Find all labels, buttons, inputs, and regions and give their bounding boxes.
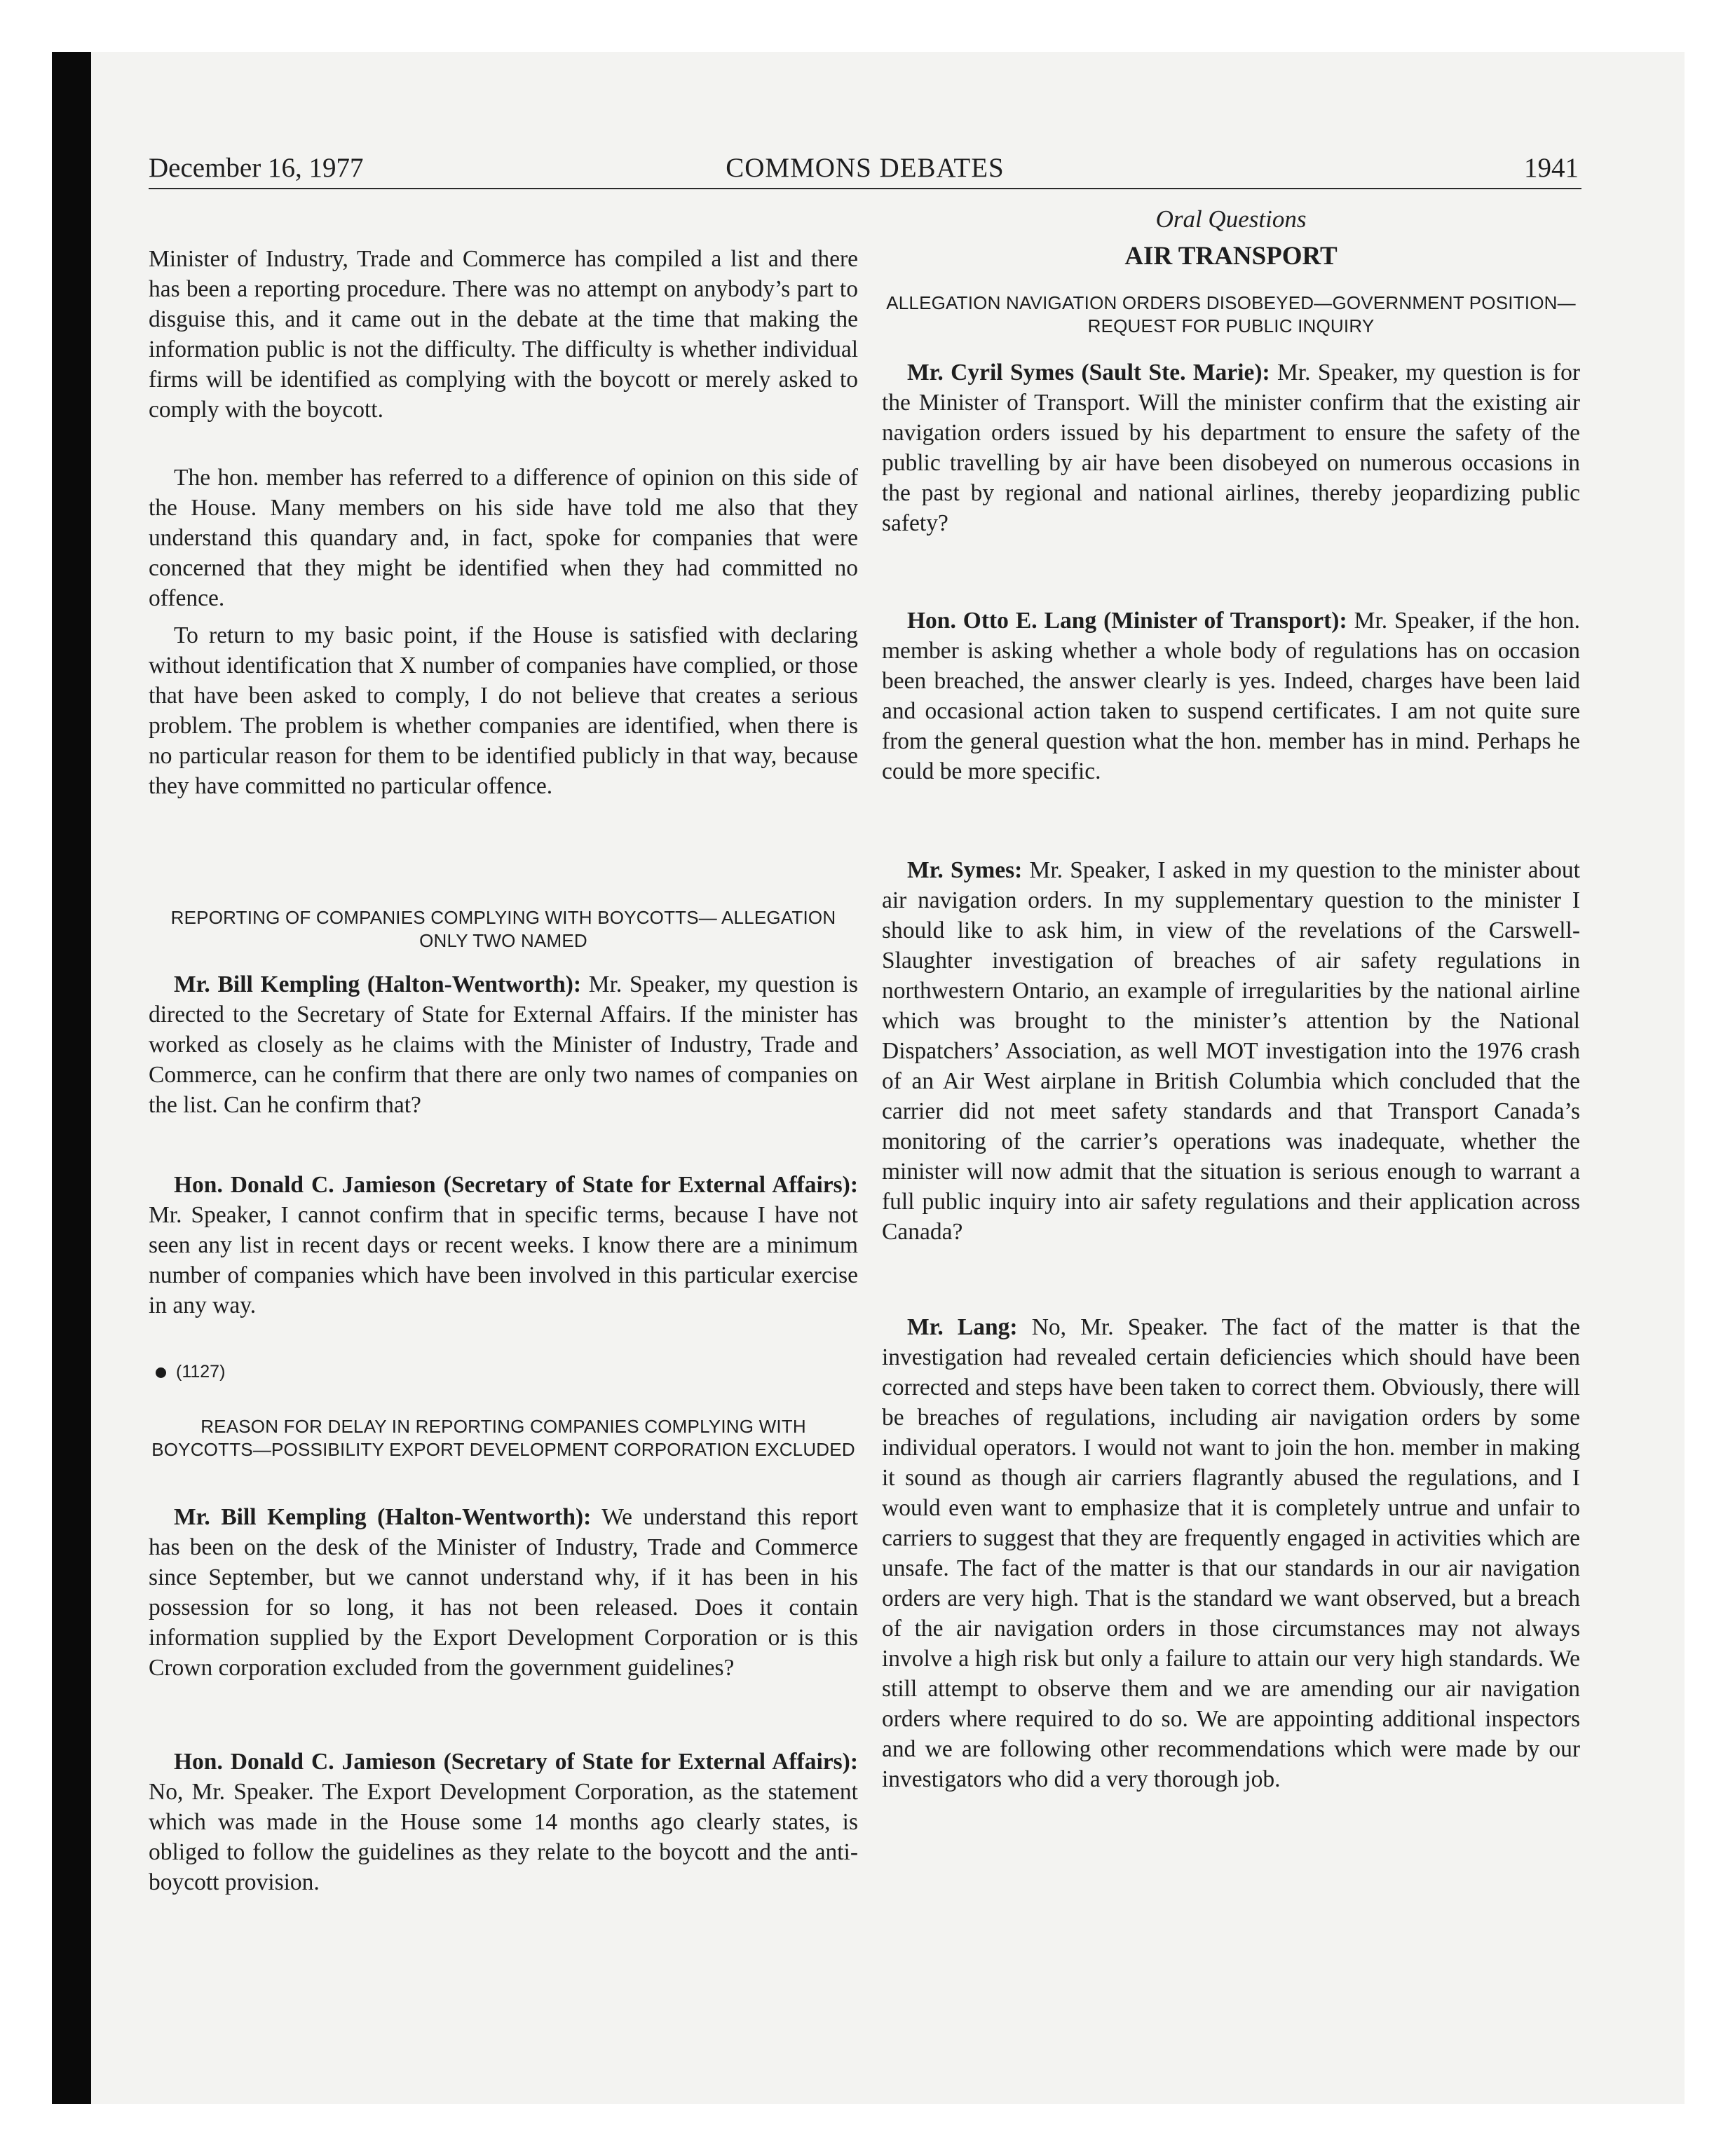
header-date: December 16, 1977 xyxy=(149,153,364,183)
speech xyxy=(882,357,1580,538)
speech xyxy=(882,606,1580,786)
paragraph: Minister of Industry, Trade and Commerce has compiled a list and there has been a reporting procedure. There was no attempt on anybody’s part to disguise this, and it came out in the debate at the time that making the information public is not the difficulty. The difficulty is whether individual firms will be identified as complying with the boycott or merely asked to comply with the boycott. xyxy=(149,246,858,423)
speaker-name: Mr. Cyril Symes (Sault Ste. Marie): xyxy=(907,360,1270,386)
section-heading: AIR TRANSPORT xyxy=(1124,242,1338,271)
speaker-name: Mr. Symes: xyxy=(907,857,1023,883)
speech-text: Mr. Speaker, my question is directed to the Secretary of State for External Affairs. If the minister has worked as closely as he claims with the Minister of Industry, Trade and Commerce, can he confirm that there are only two names of companies on the list. Can he confirm that? xyxy=(149,971,858,1118)
speech-text: No, Mr. Speaker. The Export Development Corporation, as the statement which was made in the House some 14 months ago clearly states, is obliged to follow the guidelines as they relate to the boycott and the anti-boycott provision. xyxy=(149,1779,858,1895)
speaker-name: Hon. Donald C. Jamieson (Secretary of State for External Affairs): xyxy=(174,1749,858,1775)
speech xyxy=(149,1170,858,1321)
speech xyxy=(882,855,1580,1247)
subheading: REASON FOR DELAY IN REPORTING COMPANIES COMPLYING WITH BOYCOTTS—POSSIBILITY EXPORT DEVELOPMENT CORPORATION EXCLUDED xyxy=(151,1416,855,1460)
speech-text: Mr. Speaker, my question is for the Minister of Transport. Will the minister confirm that the existing air navigation orders issued by his department to ensure the safety of the public travelling by air have been disobeyed on numerous occasions in the past by regional and national airlines, thereby jeopardizing public safety? xyxy=(882,360,1580,536)
bullet-icon xyxy=(156,1367,166,1378)
speaker-name: Hon. Donald C. Jamieson (Secretary of State for External Affairs): xyxy=(174,1172,858,1198)
header-page-number: 1941 xyxy=(1524,153,1579,183)
speaker-name: Mr. Lang: xyxy=(907,1314,1018,1340)
speech xyxy=(149,969,858,1120)
speech-text: Mr. Speaker, if the hon. member is asking whether a whole body of regulations has on occasion been breached, the answer clearly is yes. Indeed, charges have been laid and occasional action taken to suspend certificates. I am not quite sure from the general question what the hon. member has in mind. Perhaps he could be more specific. xyxy=(882,608,1580,784)
section-label: Oral Questions xyxy=(1155,205,1307,233)
subheading: ALLEGATION NAVIGATION ORDERS DISOBEYED—GOVERNMENT POSITION—REQUEST FOR PUBLIC INQUIRY xyxy=(886,292,1576,336)
speech-text: No, Mr. Speaker. The fact of the matter is that the investigation had revealed certain deficiencies which should have been corrected and steps have been taken to correct them. Obviously, there will be breaches of regulations, including air navigation orders by some individual operators. I would not want to join the hon. member in making it sound as though air carriers flagrantly abused the regulations, and I would even want to emphasize that it is completely untrue and unfair to carriers to suggest that they are frequently engaged in activities which are unsafe. The fact of the matter is that our standards in our air navigation orders are very high. That is the standard we want observed, but a breach of the air navigation orders in those circumstances may not always involve a high risk but only a failure to attain our very high standards. We still attempt to observe them and we are amending our air navigation orders where required to do so. We are appointing additional inspectors and we are following other recommendations which were made by our investigators who did a very thorough job. xyxy=(882,1314,1580,1792)
speech xyxy=(882,1312,1580,1794)
speech-text: Mr. Speaker, I cannot confirm that in specific terms, because I have not seen any list in recent days or recent weeks. I know there are a minimum number of companies which have been involved in this particular exercise in any way. xyxy=(149,1202,858,1318)
speech xyxy=(149,1502,858,1683)
speech xyxy=(149,1747,858,1897)
paragraph: The hon. member has referred to a difference of opinion on this side of the House. Many members on his side have told me also that they understand this quandary and, in fact, spoke for companies that were concerned that they might be identified when they had committed no offence. xyxy=(149,465,858,611)
speech-text: We understand this report has been on the desk of the Minister of Industry, Trade and Commerce since September, but we cannot understand why, if it has been in his possession for so long, it has not been released. Does it contain information supplied by the Export Development Corporation or is this Crown corporation excluded from the government guidelines? xyxy=(149,1504,858,1681)
paragraph: To return to my basic point, if the House is satisfied with declaring without identification that X number of companies have complied, or those that have been asked to comply, I do not believe that creates a serious problem. The problem is whether companies are identified, when there is no particular reason for them to be identified publicly in that way, because they have committed no particular offence. xyxy=(149,622,858,799)
page-header xyxy=(149,149,1581,189)
subheading: REPORTING OF COMPANIES COMPLYING WITH BOYCOTTS— ALLEGATION ONLY TWO NAMED xyxy=(170,907,836,951)
header-publication: COMMONS DEBATES xyxy=(726,153,1005,183)
speaker-name: Mr. Bill Kempling (Halton-Wentworth): xyxy=(174,971,582,997)
speech-text: Mr. Speaker, I asked in my question to the minister about air navigation orders. In my supplementary question to the minister I should like to ask him, in view of the revelations of the Carswell-Slaughter investigation of breaches of air safety regulations in northwestern Ontario, an example of irregularities by the national airline which was brought to the minister’s attention by the National Dispatchers’ Association, as well MOT investigation into the 1976 crash of an Air West airplane in British Columbia which concluded that the carrier did not meet safety standards and that Transport Canada’s monitoring of the carrier’s operations was inadequate, whether the minister will now admit that the situation is serious enough to warrant a full public inquiry into air safety regulations and their application across Canada? xyxy=(882,857,1580,1245)
speaker-name: Mr. Bill Kempling (Halton-Wentworth): xyxy=(174,1504,592,1530)
speaker-name: Hon. Otto E. Lang (Minister of Transport): xyxy=(907,608,1347,634)
time-marker: (1127) xyxy=(156,1360,225,1384)
binding-shadow xyxy=(52,52,91,2104)
